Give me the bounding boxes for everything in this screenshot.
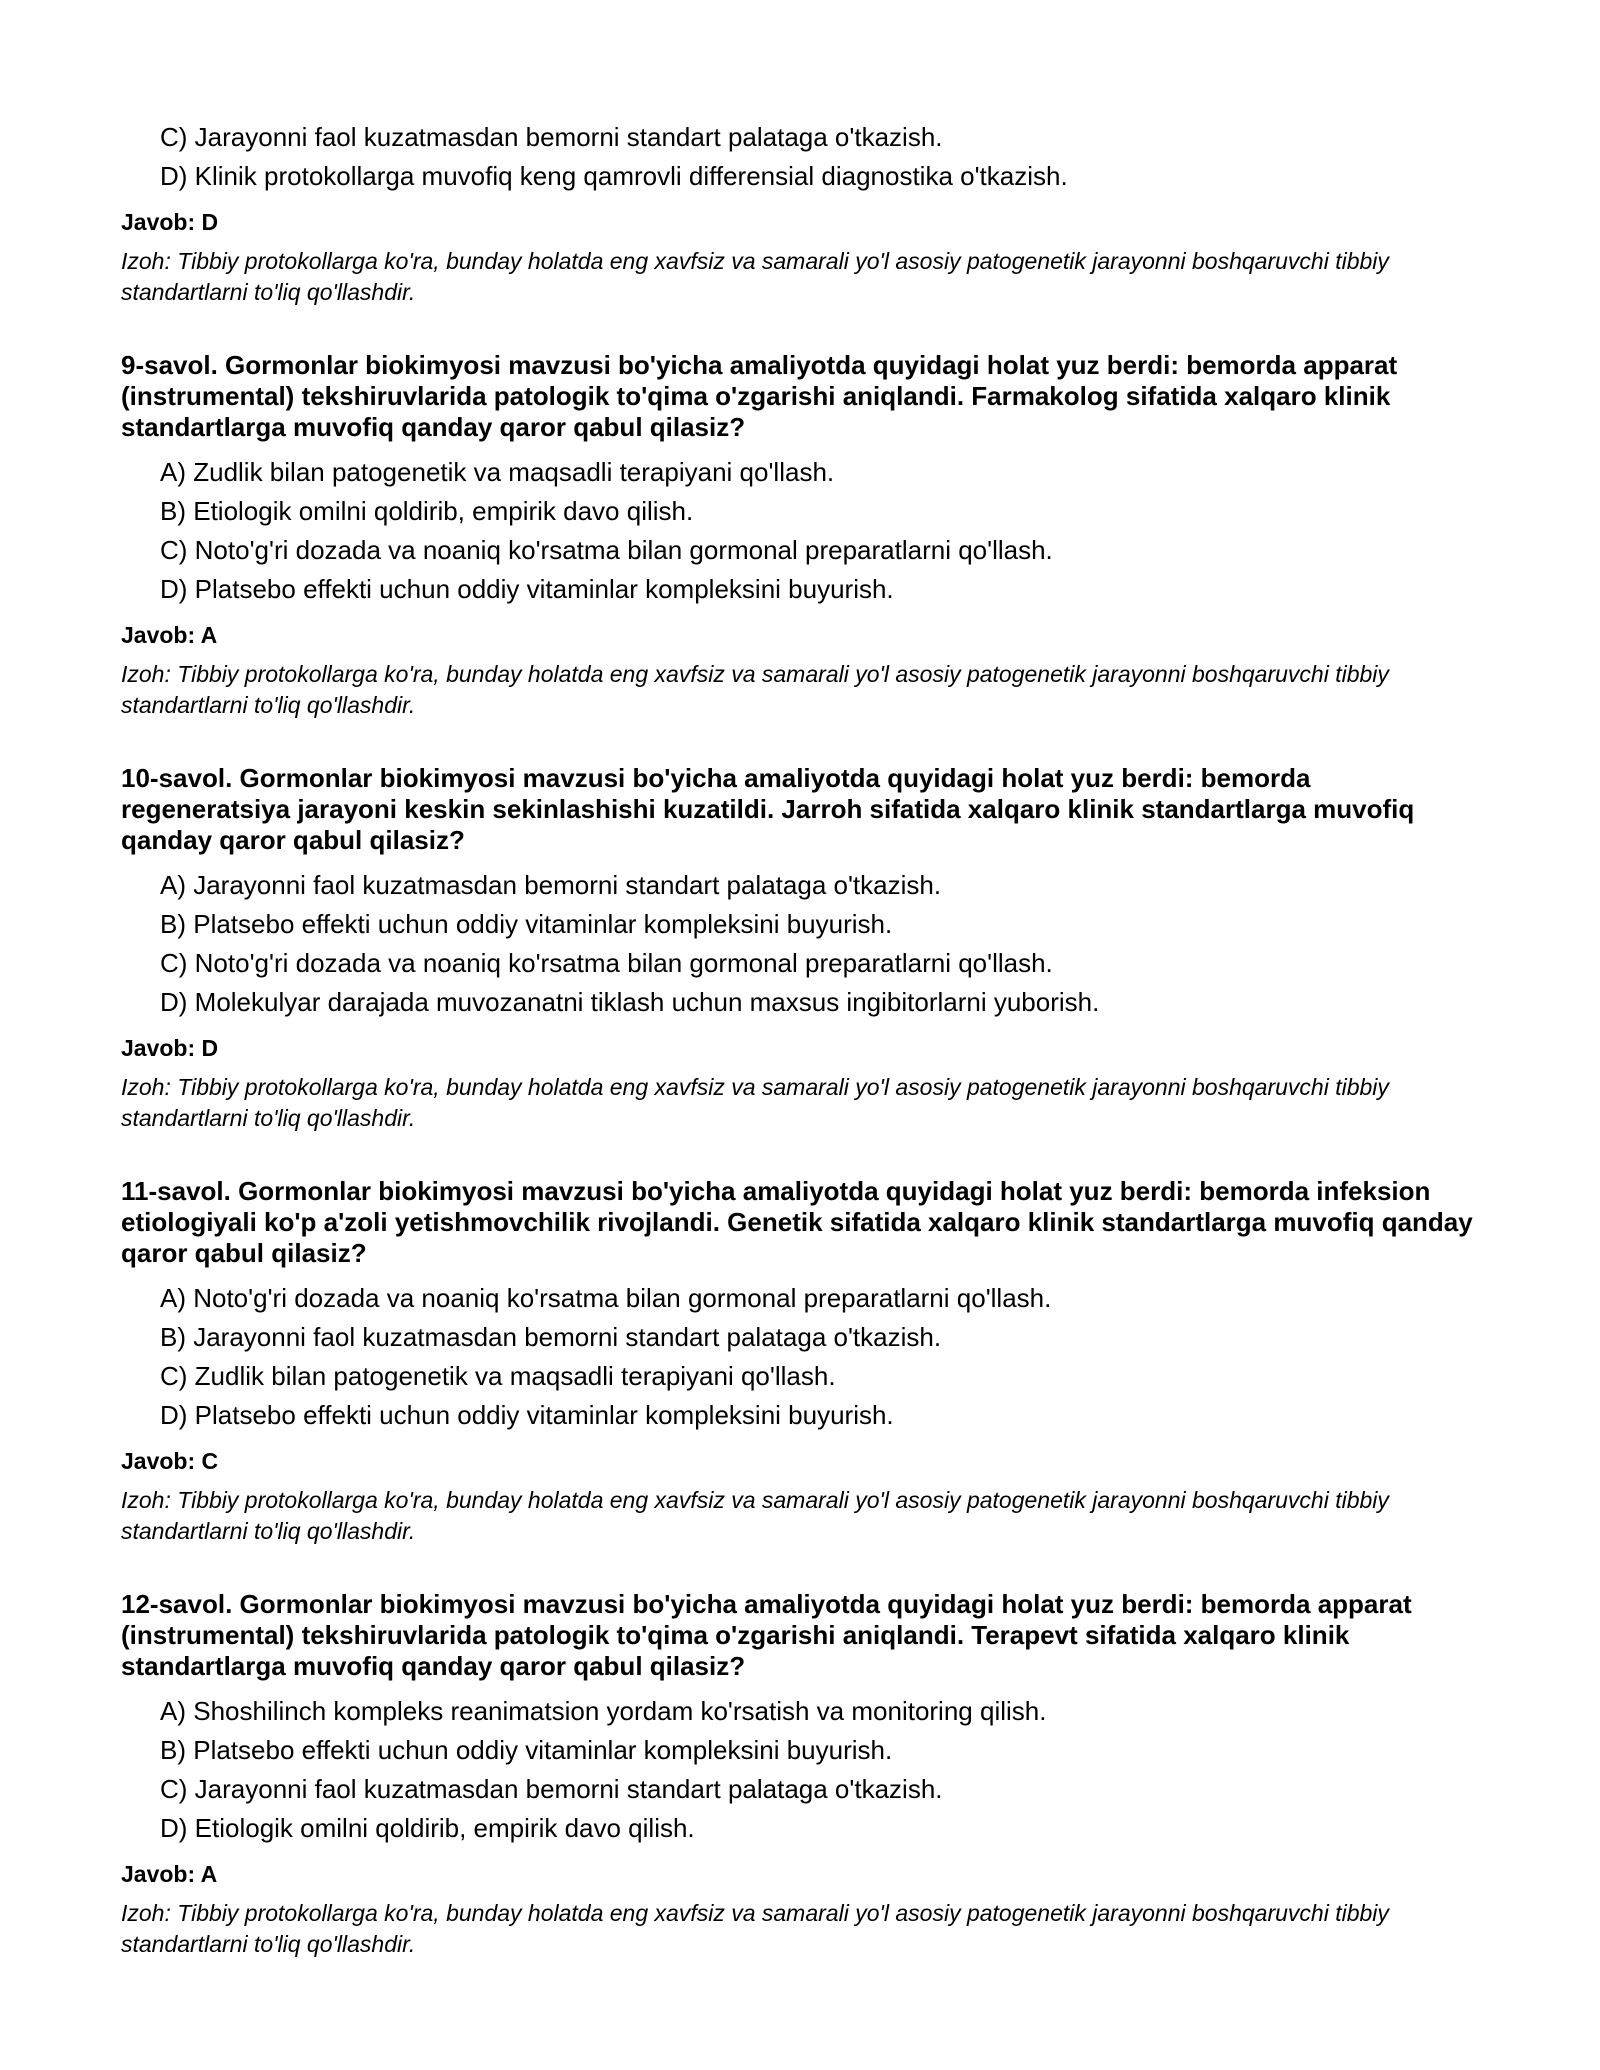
question-title: 9-savol. Gormonlar biokimyosi mavzusi bo'yicha amaliyotda quyidagi holat yuz berdi: bemorda apparat (instrumental) tekshiruvlarida patologik to'qima o'zgarishi aniqlandi. Farmakolog sifatida xalqaro klinik standartlarga muvofiq qanday qaror qabul qilasiz? <box>121 350 1398 442</box>
question-title: 12-savol. Gormonlar biokimyosi mavzusi bo'yicha amaliyotda quyidagi holat yuz berdi: bemorda apparat (instrumental) tekshiruvlarida patologik to'qima o'zgarishi aniqlandi. Terapevt sifatida xalqaro klinik standartlarga muvofiq qanday qaror qabul qilasiz? <box>121 1589 1412 1681</box>
option-c: C) Jarayonni faol kuzatmasdan bemorni standart palataga o'tkazish. <box>160 122 943 152</box>
question-title: 11-savol. Gormonlar biokimyosi mavzusi bo'yicha amaliyotda quyidagi holat yuz berdi: bemorda infeksion etiologiyali ko'p a'zoli yetishmovchilik rivojlandi. Genetik sifatida xalqaro klinik standartlarga muvofiq qanday qaror qabul qilasiz? <box>121 1176 1473 1268</box>
option-a: A) Jarayonni faol kuzatmasdan bemorni standart palataga o'tkazish. <box>160 870 942 900</box>
option-d: D) Molekulyar darajada muvozanatni tiklash uchun maxsus ingibitorlarni yuborish. <box>160 987 1100 1017</box>
explanation-note: Izoh: Tibbiy protokollarga ko'ra, bunday holatda eng xavfsiz va samarali yo'l asosiy patogenetik jarayonni boshqaruvchi tibbiy standartlarni to'liq qo'llashdir. <box>121 248 1389 305</box>
option-d: D) Platsebo effekti uchun oddiy vitaminlar kompleksini buyurish. <box>160 574 894 604</box>
question-9 <box>121 350 1481 721</box>
option-b: B) Platsebo effekti uchun oddiy vitaminlar kompleksini buyurish. <box>160 909 893 939</box>
option-c: C) Noto'g'ri dozada va noaniq ko'rsatma bilan gormonal preparatlarni qo'llash. <box>160 535 1053 565</box>
explanation-note: Izoh: Tibbiy protokollarga ko'ra, bunday holatda eng xavfsiz va samarali yo'l asosiy patogenetik jarayonni boshqaruvchi tibbiy standartlarni to'liq qo'llashdir. <box>121 1074 1389 1131</box>
question-8-continuation <box>121 118 1481 308</box>
option-b: B) Etiologik omilni qoldirib, empirik davo qilish. <box>160 496 694 526</box>
option-b: B) Platsebo effekti uchun oddiy vitaminlar kompleksini buyurish. <box>160 1735 893 1765</box>
answer-label: Javob: D <box>121 209 219 235</box>
question-11 <box>121 1176 1481 1547</box>
option-b: B) Jarayonni faol kuzatmasdan bemorni standart palataga o'tkazish. <box>160 1322 942 1352</box>
question-10 <box>121 763 1481 1134</box>
document-page <box>121 118 1481 1960</box>
explanation-note: Izoh: Tibbiy protokollarga ko'ra, bunday holatda eng xavfsiz va samarali yo'l asosiy patogenetik jarayonni boshqaruvchi tibbiy standartlarni to'liq qo'llashdir. <box>121 661 1389 718</box>
option-a: A) Noto'g'ri dozada va noaniq ko'rsatma bilan gormonal preparatlarni qo'llash. <box>160 1283 1052 1313</box>
explanation-note: Izoh: Tibbiy protokollarga ko'ra, bunday holatda eng xavfsiz va samarali yo'l asosiy patogenetik jarayonni boshqaruvchi tibbiy standartlarni to'liq qo'llashdir. <box>121 1900 1389 1957</box>
option-c: C) Jarayonni faol kuzatmasdan bemorni standart palataga o'tkazish. <box>160 1774 943 1804</box>
option-d: D) Etiologik omilni qoldirib, empirik davo qilish. <box>160 1813 695 1843</box>
option-d: D) Klinik protokollarga muvofiq keng qamrovli differensial diagnostika o'tkazish. <box>160 161 1068 191</box>
answer-label: Javob: A <box>121 1861 218 1887</box>
question-12 <box>121 1589 1481 1960</box>
question-title: 10-savol. Gormonlar biokimyosi mavzusi bo'yicha amaliyotda quyidagi holat yuz berdi: bemorda regeneratsiya jarayoni keskin sekinlashishi kuzatildi. Jarroh sifatida xalqaro klinik standartlarga muvofiq qanday qaror qabul qilasiz? <box>121 763 1415 855</box>
option-c: C) Zudlik bilan patogenetik va maqsadli terapiyani qo'llash. <box>160 1361 836 1391</box>
option-a: A) Zudlik bilan patogenetik va maqsadli terapiyani qo'llash. <box>160 457 835 487</box>
answer-label: Javob: C <box>121 1448 219 1474</box>
option-c: C) Noto'g'ri dozada va noaniq ko'rsatma bilan gormonal preparatlarni qo'llash. <box>160 948 1053 978</box>
answer-label: Javob: A <box>121 622 218 648</box>
option-d: D) Platsebo effekti uchun oddiy vitaminlar kompleksini buyurish. <box>160 1400 894 1430</box>
answer-label: Javob: D <box>121 1035 219 1061</box>
option-a: A) Shoshilinch kompleks reanimatsion yordam ko'rsatish va monitoring qilish. <box>160 1696 1047 1726</box>
explanation-note: Izoh: Tibbiy protokollarga ko'ra, bunday holatda eng xavfsiz va samarali yo'l asosiy patogenetik jarayonni boshqaruvchi tibbiy standartlarni to'liq qo'llashdir. <box>121 1487 1389 1544</box>
